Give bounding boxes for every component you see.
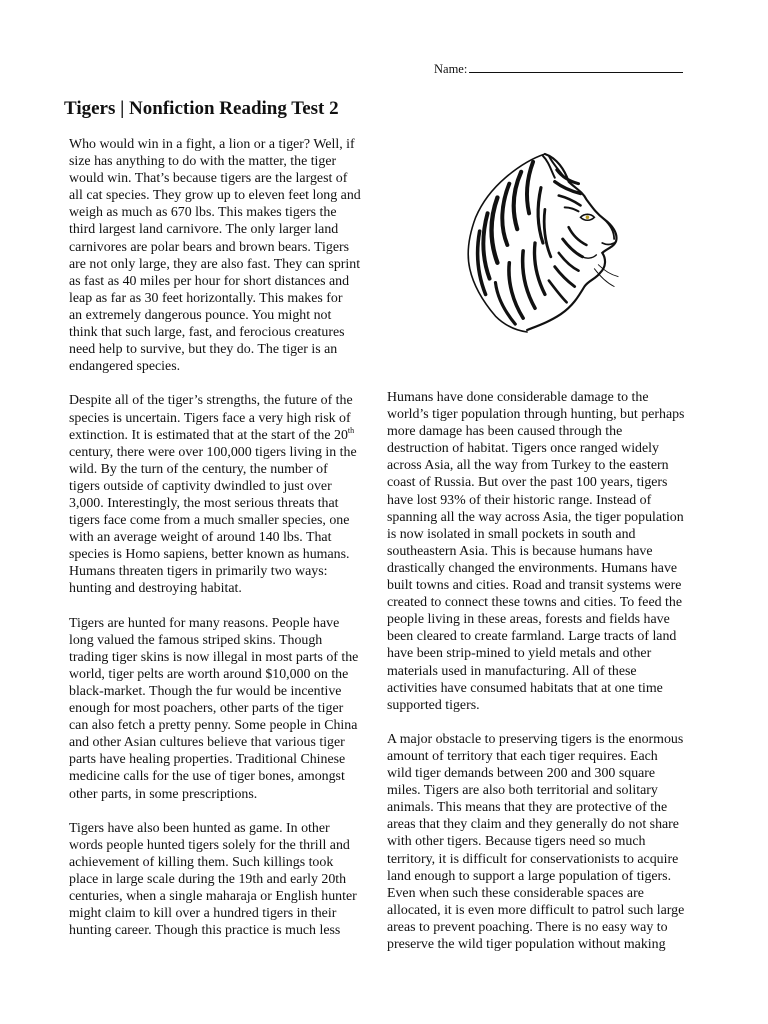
- text-line: hunting career. Though this practice is much less: [69, 923, 341, 939]
- text-line: endangered species.: [69, 359, 181, 375]
- text-line: need help to survive, but they do. The tiger is an: [69, 342, 338, 358]
- text-line: place in large scale during the 19th and early 20th: [69, 872, 347, 888]
- text-line: destruction of habitat. Tigers once ranged widely: [387, 441, 659, 457]
- text-line: Tigers have also been hunted as game. In other: [69, 820, 330, 836]
- text-line: across Asia, all the way from Turkey to the eastern: [387, 458, 669, 474]
- text-line: world’s tiger population through hunting, but perhaps: [387, 407, 685, 423]
- text-line: species is Homo sapiens, better known as humans.: [69, 547, 350, 563]
- text-line: miles. Tigers are also both territorial and solitary: [387, 783, 658, 799]
- left-column: [69, 136, 372, 957]
- paragraph: [69, 615, 372, 803]
- text-line: as fast as 40 miles per hour for short distances and: [69, 273, 350, 289]
- text-line: size has anything to do with the matter, the tiger: [69, 154, 337, 170]
- text-line: Who would win in a fight, a lion or a tiger? Well, if: [69, 137, 355, 152]
- text-line: tigers outside of captivity dwindled to just over: [69, 478, 332, 494]
- text-line: allocated, it is even more difficult to patrol such large: [387, 902, 685, 918]
- text-line: think that such large, fast, and ferocious creatures: [69, 325, 345, 341]
- paragraph: [69, 392, 372, 597]
- text-line: long valued the famous striped skins. Though: [69, 632, 323, 648]
- text-line: hunting and destroying habitat.: [69, 581, 242, 597]
- text-line: spanning all the way across Asia, the tiger population: [387, 509, 684, 525]
- text-line: achievement of killing them. Such killings took: [69, 854, 334, 870]
- text-line: amount of territory that each tiger requires. Each: [387, 748, 658, 764]
- text-line: been cleared to create farmland. Large tracts of land: [387, 629, 677, 645]
- text-line: words people hunted tigers solely for the thrill and: [69, 837, 350, 853]
- name-field: [434, 62, 683, 77]
- text-line: preserve the wild tiger population without making: [387, 937, 666, 952]
- right-column: [387, 389, 705, 970]
- text-line: Humans threaten tigers in primarily two ways:: [69, 564, 328, 580]
- text-line: Despite all of the tiger’s strengths, the future of the: [69, 393, 353, 409]
- text-line: is now isolated in small pockets in south and: [387, 526, 636, 542]
- text-line: built towns and cities. Road and transit systems were: [387, 578, 682, 594]
- ordinal-superscript: th: [347, 425, 355, 435]
- text-line: tigers face come from a much smaller species, one: [69, 513, 350, 529]
- paragraph: [69, 820, 372, 940]
- text-line: more damage has been caused through the: [387, 424, 623, 440]
- text-line: might claim to kill over a hundred tigers in their: [69, 906, 337, 922]
- text-line: A major obstacle to preserving tigers is the enormous: [387, 731, 684, 747]
- paragraph: [387, 389, 705, 714]
- text-line: leap as far as 30 feet horizontally. This makes for: [69, 290, 343, 306]
- tiger-head-sketch-icon: [448, 148, 626, 336]
- text-line: parts have healing properties. Traditional Chinese: [69, 752, 346, 768]
- text-line: animals. This means that they are protective of the: [387, 800, 668, 816]
- page-title: Tigers | Nonfiction Reading Test 2: [64, 98, 339, 119]
- name-label: Name:: [434, 62, 468, 76]
- text-line: coast of Russia. But over the past 100 years, tigers: [387, 475, 668, 491]
- text-line: areas to prevent poaching. There is no easy way to: [387, 919, 668, 935]
- text-line: with an average weight of around 140 lbs. That: [69, 530, 332, 546]
- text-line: Even when such these considerable spaces are: [387, 885, 644, 901]
- text-line: world, tiger pelts are worth around $10,000 on the: [69, 666, 349, 682]
- text-line: an extremely dangerous pounce. You might not: [69, 307, 332, 323]
- text-line: trading tiger skins is now illegal in most parts of the: [69, 649, 359, 665]
- text-line: southeastern Asia. This is because humans have: [387, 543, 653, 559]
- text-line: and other Asian cultures believe that various tiger: [69, 735, 345, 751]
- text-line: materials used in manufacturing. All of these: [387, 663, 637, 679]
- text-line: black-market. Though the fur would be incentive: [69, 684, 342, 699]
- paragraph: [387, 731, 705, 953]
- text-line: have lost 93% of their historic range. Instead of: [387, 492, 652, 508]
- text-line: weigh as much as 670 lbs. This makes tigers the: [69, 205, 337, 221]
- text-line: extinction. It is estimated that at the start of the 20th: [69, 425, 355, 443]
- text-line: other parts, in some prescriptions.: [69, 786, 258, 802]
- text-line: Tigers are hunted for many reasons. People have: [69, 615, 340, 631]
- text-line: species is uncertain. Tigers face a very high risk of: [69, 410, 351, 426]
- text-line: wild tiger demands between 200 and 300 square: [387, 766, 656, 782]
- text-line: are not only large, they are also fast. They can sprint: [69, 256, 361, 272]
- text-line: third largest land carnivore. The only larger land: [69, 222, 339, 238]
- text-line: activities have consumed habitats that at one time: [387, 680, 663, 696]
- text-line: drastically changed the environments. Humans have: [387, 560, 678, 576]
- text-line: supported tigers.: [387, 697, 480, 713]
- text-line: created to connect these towns and cities. To feed the: [387, 595, 682, 611]
- text-line: territory, it is difficult for conservationists to acquire: [387, 851, 679, 867]
- name-blank-line: [469, 62, 683, 73]
- text-line: land enough to support a large population of tigers.: [387, 868, 672, 884]
- text-line: Humans have done considerable damage to the: [387, 390, 649, 405]
- paragraph: [69, 136, 372, 375]
- text-line: enough for most poachers, other parts of the tiger: [69, 701, 344, 717]
- text-line: areas that they claim and they generally do not share: [387, 817, 679, 833]
- text-line: medicine calls for the use of tiger bones, amongst: [69, 769, 345, 785]
- text-line: carnivores are polar bears and brown bears. Tigers: [69, 239, 350, 255]
- text-line: 3,000. Interestingly, the most serious threats that: [69, 495, 339, 511]
- text-line: centuries, when a single maharaja or English hunter: [69, 889, 357, 905]
- text-line: would win. That’s because tigers are the largest of: [69, 171, 348, 187]
- text-line: all cat species. They grow up to eleven feet long and: [69, 188, 361, 204]
- text-line: century, there were over 100,000 tigers living in the: [69, 444, 357, 460]
- text-line: with other tigers. Because tigers need so much: [387, 834, 646, 850]
- text-line: people living in these areas, forests and fields have: [387, 612, 670, 628]
- text-line: have been strip-mined to yield metals and other: [387, 646, 652, 662]
- text-line: can also fetch a pretty penny. Some people in China: [69, 718, 358, 734]
- text-line: wild. By the turn of the century, the number of: [69, 461, 328, 477]
